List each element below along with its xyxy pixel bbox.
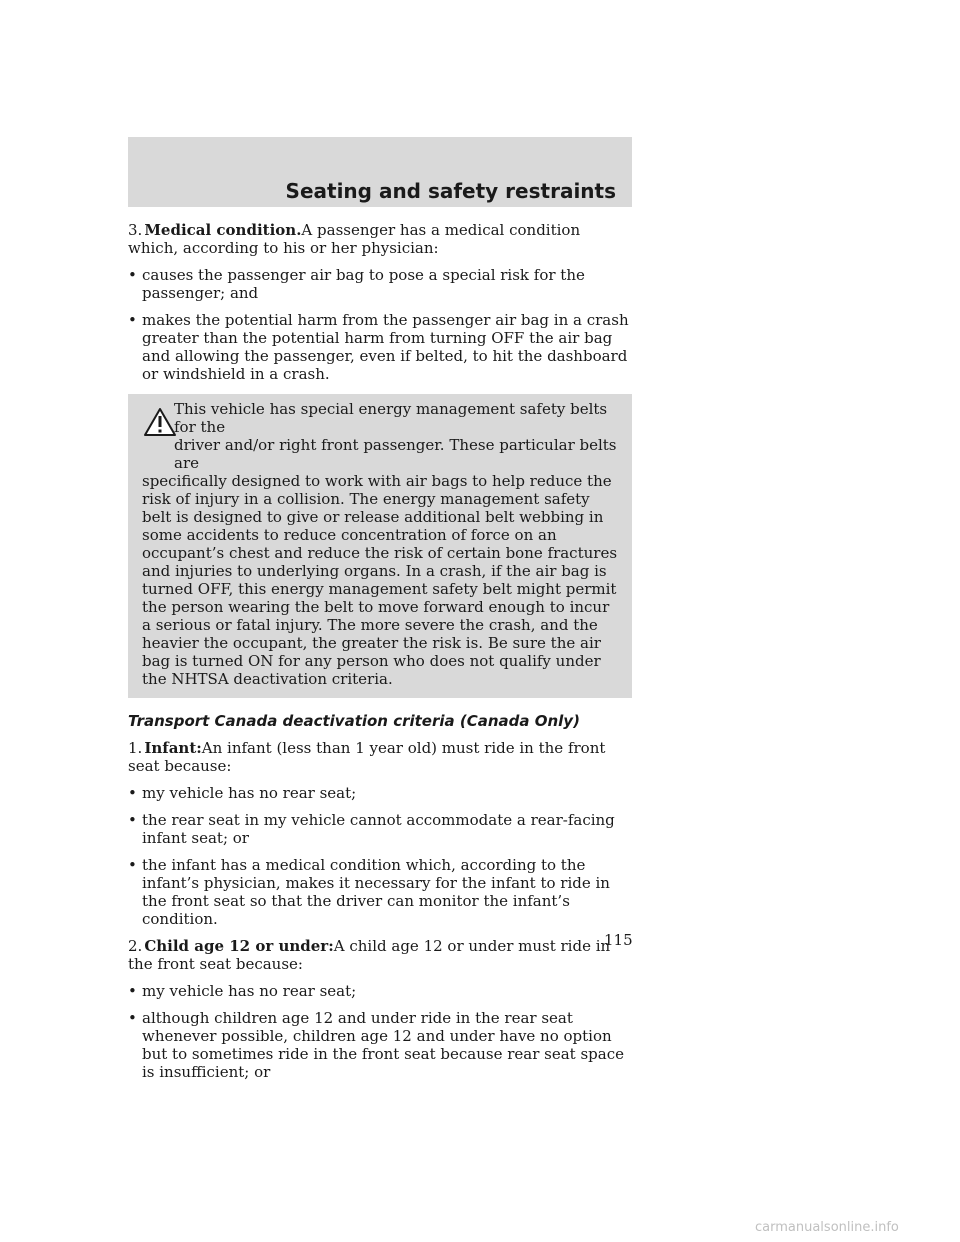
infant-paragraph bbox=[128, 739, 632, 775]
bullet-icon: • bbox=[128, 784, 137, 802]
item-label: Child age 12 or under: bbox=[144, 937, 334, 955]
list-item bbox=[128, 856, 632, 928]
item-label: Medical condition. bbox=[144, 221, 302, 239]
item-text: A passenger has a medical condition which, according to his or her physician: bbox=[128, 221, 581, 257]
item-text: A child age 12 or under must ride in the front seat because: bbox=[128, 937, 611, 973]
list-item bbox=[128, 311, 632, 383]
bullet-icon: • bbox=[128, 311, 137, 329]
page-content bbox=[128, 221, 632, 1090]
warning-box bbox=[128, 394, 632, 698]
bullet-icon: • bbox=[128, 811, 137, 829]
list-item-text: although children age 12 and under ride in the rear seat whenever possible, children age 12 and under have no option but to sometimes ride in the front seat because rear seat space is insufficient; or bbox=[142, 1009, 624, 1081]
item-text: An infant (less than 1 year old) must ride in the front seat because: bbox=[128, 739, 606, 775]
bullet-icon: • bbox=[128, 1009, 137, 1027]
canada-criteria-heading: Transport Canada deactivation criteria (Canada Only) bbox=[128, 712, 580, 730]
item-label: Infant: bbox=[144, 739, 202, 757]
section-title: Seating and safety restraints bbox=[285, 179, 616, 203]
page-number: 115 bbox=[604, 931, 633, 949]
bullet-icon: • bbox=[128, 266, 137, 284]
warning-text: specifically designed to work with air bags to help reduce the risk of injury in a collision. The energy management safety belt is designed to give or release additional belt webbing in some accidents to reduce concentration of force on an occupant’s chest and reduce the risk of certain bone fractures and injuries to underlying organs. In a crash, if the air bag is turned OFF, this energy management safety belt might permit the person wearing the belt to move forward enough to incur a serious or fatal injury. The more severe the crash, and the heavier the occupant, the greater the risk is. Be sure the air bag is turned ON for any person who does not qualify under the NHTSA deactivation criteria. bbox=[142, 472, 618, 688]
bullet-icon: • bbox=[128, 856, 137, 874]
watermark: carmanualsonline.info bbox=[755, 1220, 899, 1235]
warning-triangle-icon bbox=[143, 407, 177, 437]
warning-line-2: driver and/or right front passenger. These particular belts are bbox=[174, 436, 617, 472]
bullet-icon: • bbox=[128, 982, 137, 1000]
item-number: 1. bbox=[128, 739, 143, 757]
child-paragraph bbox=[128, 937, 632, 973]
list-item-text: my vehicle has no rear seat; bbox=[142, 784, 357, 802]
list-item bbox=[128, 784, 632, 802]
warning-line-1: This vehicle has special energy management safety belts for the bbox=[174, 400, 608, 436]
list-item-text: my vehicle has no rear seat; bbox=[142, 982, 357, 1000]
list-item-text: the infant has a medical condition which, according to the infant’s physician, makes it necessary for the infant to ride in the front seat so that the driver can monitor the infant’s condition. bbox=[142, 856, 610, 928]
list-item-text: the rear seat in my vehicle cannot accommodate a rear-facing infant seat; or bbox=[142, 811, 615, 847]
list-item bbox=[128, 1009, 632, 1081]
list-item-text: makes the potential harm from the passenger air bag in a crash greater than the potential harm from turning OFF the air bag and allowing the passenger, even if belted, to hit the dashboard or windshield in a crash. bbox=[142, 311, 629, 383]
header-band bbox=[128, 137, 632, 207]
list-item bbox=[128, 811, 632, 847]
list-item-text: causes the passenger air bag to pose a special risk for the passenger; and bbox=[142, 266, 585, 302]
list-item bbox=[128, 266, 632, 302]
item-number: 3. bbox=[128, 221, 143, 239]
item-number: 2. bbox=[128, 937, 143, 955]
medical-condition-paragraph bbox=[128, 221, 632, 257]
list-item bbox=[128, 982, 632, 1000]
